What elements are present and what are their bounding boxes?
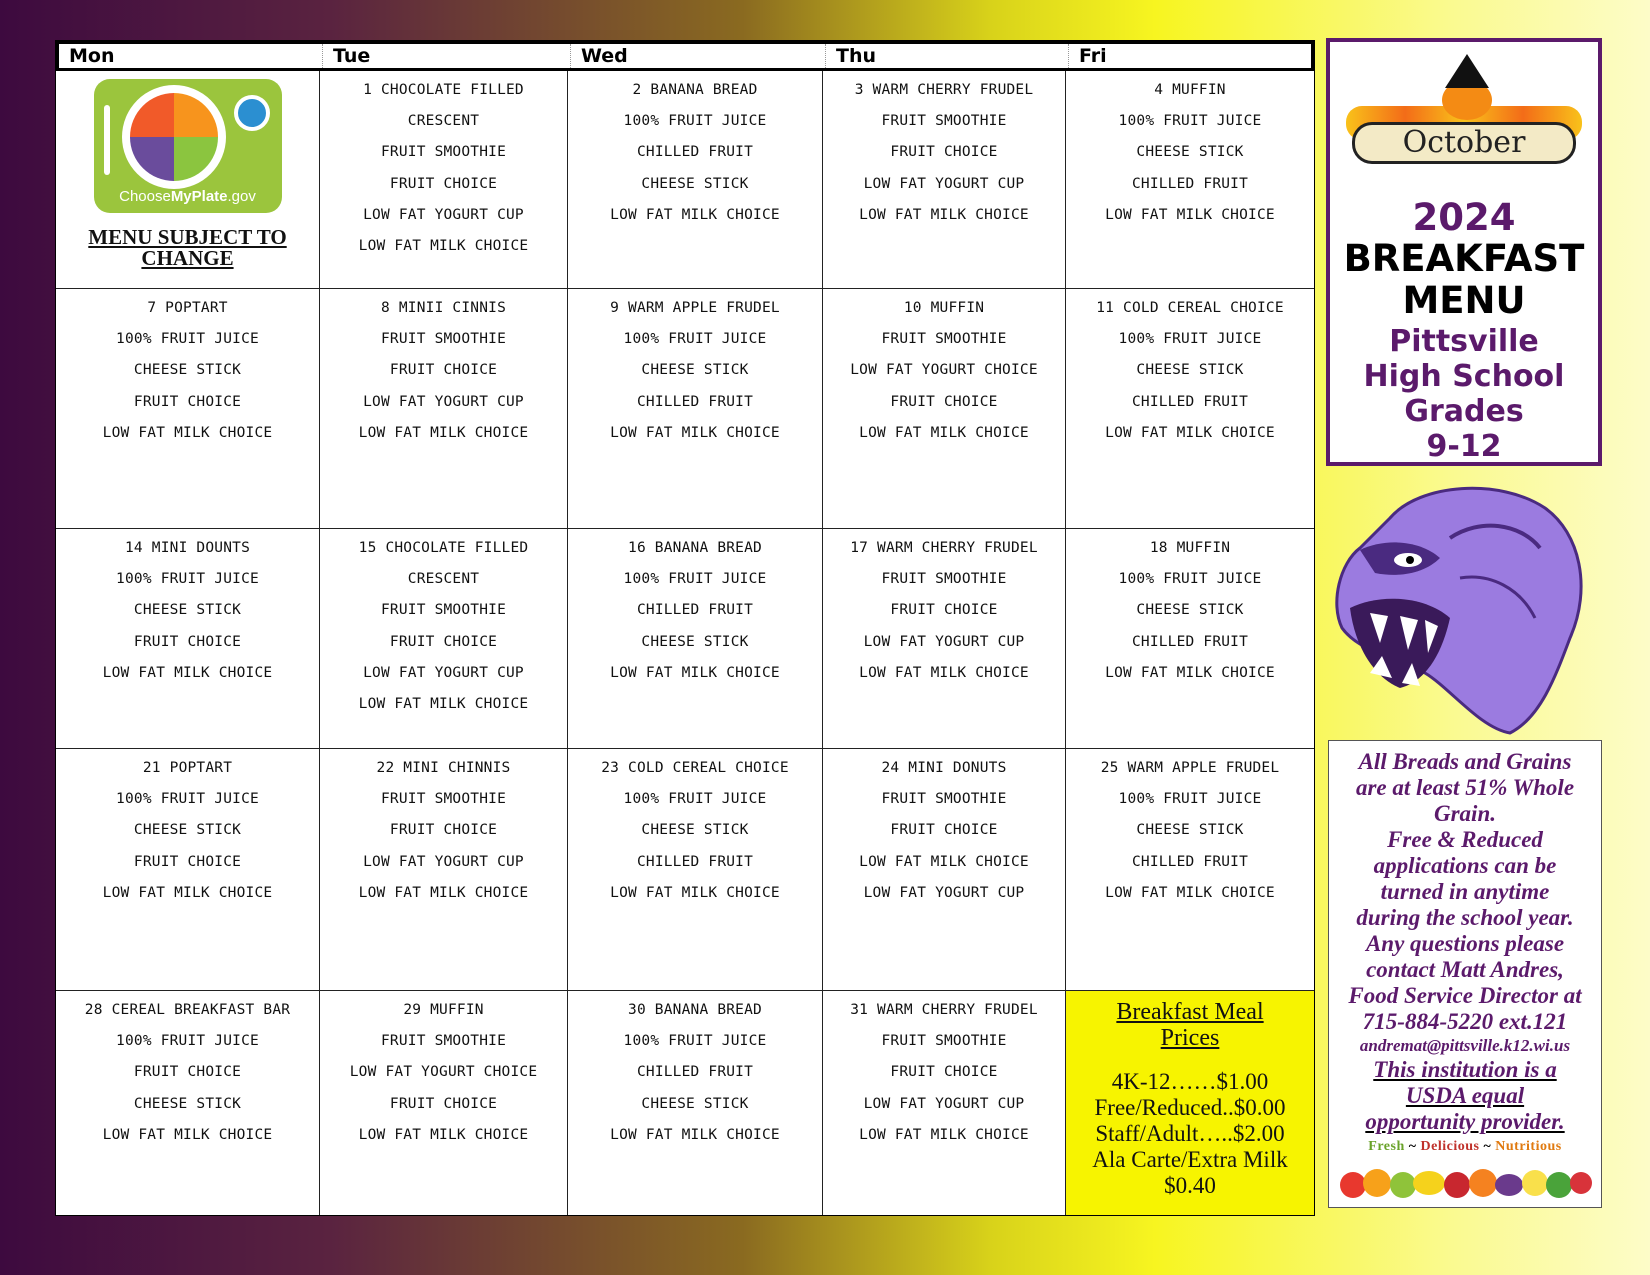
tagline-word: Nutritious <box>1495 1139 1562 1154</box>
calendar-day-cell <box>823 991 1066 1215</box>
calendar-day-cell <box>823 529 1066 749</box>
october-banner <box>1342 54 1586 172</box>
contact-email: andremat@pittsville.k12.wi.us <box>1359 1036 1571 1055</box>
menu-item: CHEESE STICK <box>641 633 749 650</box>
menu-item: FRUIT SMOOTHIE <box>380 331 507 348</box>
day-menu-headline: 17 WARM CHERRY FRUDEL <box>850 540 1038 556</box>
menu-item: 100% FRUIT JUICE <box>623 331 767 348</box>
menu-item: LOW FAT YOGURT CUP <box>863 633 1025 650</box>
menu-item: FRUIT SMOOTHIE <box>380 602 507 619</box>
menu-item: LOW FAT MILK CHOICE <box>610 884 780 901</box>
price-line: Ala Carte/Extra Milk <box>1092 1147 1288 1172</box>
menu-item: CHEESE STICK <box>133 362 242 379</box>
menu-item: 100% FRUIT JUICE <box>623 113 767 130</box>
price-line: Staff/Adult…..$2.00 <box>1095 1121 1285 1146</box>
menu-item: FRUIT SMOOTHIE <box>380 1033 507 1050</box>
day-menu-headline: 29 MUFFIN <box>403 1002 484 1018</box>
day-menu-headline: 16 BANANA BREAD <box>628 540 762 556</box>
day-menu-headline: 3 WARM CHERRY FRUDEL <box>854 82 1034 98</box>
menu-item: CHILLED FRUIT <box>1131 393 1249 410</box>
school-line: High School <box>1363 359 1565 394</box>
menu-item: LOW FAT MILK CHOICE <box>102 1126 273 1143</box>
month-label: October <box>1352 122 1576 164</box>
calendar-day-cell <box>56 71 320 289</box>
menu-item: 100% FRUIT JUICE <box>1118 113 1262 130</box>
info-line: Food Service Director at <box>1348 983 1582 1008</box>
caption-part: MyPlate <box>170 188 228 205</box>
calendar-day-cell <box>320 71 568 289</box>
menu-item: CHEESE STICK <box>641 175 749 192</box>
day-menu-headline: 2 BANANA BREAD <box>632 82 758 98</box>
menu-item: 100% FRUIT JUICE <box>116 1033 259 1050</box>
prices-title-line: Breakfast Meal <box>1116 999 1264 1025</box>
menu-item: LOW FAT MILK CHOICE <box>1105 424 1275 441</box>
fruit-strip-icon <box>1337 1159 1593 1201</box>
calendar-header <box>56 41 1314 71</box>
menu-item: LOW FAT MILK CHOICE <box>358 884 529 901</box>
caption-part: Choose <box>119 188 171 205</box>
menu-item: LOW FAT MILK CHOICE <box>610 424 780 441</box>
day-menu-headline: 15 CHOCOLATE FILLED <box>358 540 529 556</box>
menu-item: FRUIT CHOICE <box>133 633 242 650</box>
menu-item: CHEESE STICK <box>1136 602 1244 619</box>
day-menu-headline: 24 MINI DONUTS <box>881 760 1007 776</box>
calendar-day-cell <box>568 749 823 991</box>
menu-item: LOW FAT MILK CHOICE <box>1105 664 1275 681</box>
day-menu-headline: 7 POPTART <box>147 300 228 316</box>
menu-title-line: BREAKFAST <box>1343 237 1585 280</box>
day-menu-headline: 1 CHOCOLATE FILLED <box>363 82 524 98</box>
day-menu-headline: 18 MUFFIN <box>1149 540 1231 556</box>
menu-item: CHILLED FRUIT <box>1131 175 1249 192</box>
menu-item: LOW FAT YOGURT CHOICE <box>349 1064 538 1081</box>
info-line: turned in anytime <box>1380 879 1550 904</box>
menu-item: LOW FAT MILK CHOICE <box>358 1126 529 1143</box>
calendar-day-cell <box>320 289 568 529</box>
menu-item: FRUIT CHOICE <box>389 175 498 192</box>
menu-item: CHEESE STICK <box>133 602 242 619</box>
usda-line: opportunity provider. <box>1365 1109 1565 1134</box>
calendar-day-cell <box>56 749 320 991</box>
day-menu-headline: 30 BANANA BREAD <box>628 1002 762 1018</box>
menu-item: LOW FAT MILK CHOICE <box>102 884 273 901</box>
calendar-day-cell <box>823 71 1066 289</box>
menu-item: CRESCENT <box>407 571 480 588</box>
price-line: 4K-12……$1.00 <box>1111 1069 1269 1094</box>
menu-item: LOW FAT MILK CHOICE <box>859 206 1029 223</box>
day-menu-headline: 10 MUFFIN <box>903 300 985 316</box>
info-line: All Breads and Grains <box>1358 749 1572 774</box>
witch-hat-icon <box>1445 54 1489 88</box>
menu-item: FRUIT CHOICE <box>389 822 498 839</box>
menu-item: CHEESE STICK <box>641 1095 749 1112</box>
info-line: contact Matt Andres, <box>1366 957 1564 982</box>
menu-item: LOW FAT YOGURT CUP <box>363 853 524 870</box>
menu-item: FRUIT SMOOTHIE <box>881 113 1007 130</box>
menu-item: CHILLED FRUIT <box>636 1064 754 1081</box>
day-menu-headline: 25 WARM APPLE FRUDEL <box>1100 760 1280 776</box>
prices-title-line: Prices <box>1160 1025 1220 1051</box>
menu-item: CHILLED FRUIT <box>636 393 754 410</box>
calendar-day-cell <box>1066 529 1314 749</box>
school-name <box>1330 324 1598 464</box>
menu-item: FRUIT SMOOTHIE <box>881 791 1007 808</box>
day-header: Tue <box>323 44 571 68</box>
menu-item: FRUIT CHOICE <box>133 393 242 410</box>
info-line: Any questions please <box>1365 931 1565 956</box>
menu-item: LOW FAT MILK CHOICE <box>610 206 780 223</box>
myplate-logo <box>94 79 282 213</box>
tagline <box>1329 1139 1601 1155</box>
menu-item: CRESCENT <box>407 113 480 130</box>
tagline-separator: ~ <box>1479 1139 1496 1154</box>
menu-item: LOW FAT MILK CHOICE <box>1105 206 1275 223</box>
menu-item: CHEESE STICK <box>1136 144 1244 161</box>
calendar <box>55 40 1315 1216</box>
menu-item: CHILLED FRUIT <box>636 853 754 870</box>
usda-line: This institution is a <box>1373 1057 1557 1082</box>
menu-item: LOW FAT MILK CHOICE <box>358 424 529 441</box>
info-line: applications can be <box>1373 853 1557 878</box>
menu-item: LOW FAT MILK CHOICE <box>859 664 1029 681</box>
day-menu-headline: 9 WARM APPLE FRUDEL <box>610 300 780 316</box>
day-header: Fri <box>1079 45 1107 67</box>
day-menu-headline: 21 POPTART <box>142 760 233 776</box>
calendar-day-cell <box>1066 289 1314 529</box>
day-menu-headline: 22 MINI CHINNIS <box>376 760 511 776</box>
menu-item: FRUIT SMOOTHIE <box>881 331 1007 348</box>
school-line: Grades <box>1404 394 1524 429</box>
menu-item: CHEESE STICK <box>133 1095 242 1112</box>
menu-item: FRUIT CHOICE <box>890 144 998 161</box>
menu-item: FRUIT CHOICE <box>890 1064 998 1081</box>
day-menu-headline: 14 MINI DOUNTS <box>124 540 251 556</box>
info-line: are at least 51% Whole <box>1355 775 1575 800</box>
calendar-grid <box>56 71 1314 1215</box>
day-header: Wed <box>571 44 826 68</box>
calendar-day-cell <box>568 991 823 1215</box>
calendar-day-cell <box>1066 71 1314 289</box>
school-line: 9-12 <box>1426 429 1502 464</box>
price-line: $0.40 <box>1164 1173 1216 1198</box>
calendar-day-cell <box>1066 749 1314 991</box>
menu-item: LOW FAT MILK CHOICE <box>358 696 529 713</box>
menu-item: LOW FAT YOGURT CUP <box>363 206 524 223</box>
calendar-day-cell <box>568 529 823 749</box>
menu-item: FRUIT CHOICE <box>133 1064 242 1081</box>
school-line: Pittsville <box>1389 324 1539 359</box>
menu-item: CHILLED FRUIT <box>1131 853 1249 870</box>
tagline-separator: ~ <box>1404 1139 1421 1154</box>
menu-item: LOW FAT YOGURT CUP <box>363 393 524 410</box>
calendar-day-cell <box>568 289 823 529</box>
day-menu-headline: 11 COLD CEREAL CHOICE <box>1096 300 1284 316</box>
day-menu-headline: 8 MINII CINNIS <box>380 300 507 316</box>
menu-item: LOW FAT MILK CHOICE <box>610 1126 780 1143</box>
menu-item: 100% FRUIT JUICE <box>116 791 259 808</box>
menu-item: CHILLED FRUIT <box>636 602 754 619</box>
menu-item: CHEESE STICK <box>1136 362 1244 379</box>
prices-list <box>1066 1069 1314 1199</box>
caption-part: .gov <box>227 188 256 205</box>
menu-item: 100% FRUIT JUICE <box>1118 571 1262 588</box>
menu-item: CHEESE STICK <box>641 822 749 839</box>
menu-item: 100% FRUIT JUICE <box>1118 331 1262 348</box>
menu-item: CHILLED FRUIT <box>1131 633 1249 650</box>
price-line: Free/Reduced..$0.00 <box>1094 1095 1286 1120</box>
menu-item: LOW FAT YOGURT CUP <box>863 1095 1025 1112</box>
info-line: 715-884-5220 ext.121 <box>1362 1009 1568 1034</box>
menu-item: 100% FRUIT JUICE <box>116 571 259 588</box>
tagline-word: Delicious <box>1420 1139 1480 1154</box>
menu-item: LOW FAT MILK CHOICE <box>1105 884 1275 901</box>
day-header: Thu <box>826 44 1069 68</box>
title-box <box>1326 38 1602 466</box>
menu-item: LOW FAT YOGURT CHOICE <box>850 362 1038 379</box>
info-line: Free & Reduced <box>1387 827 1543 852</box>
menu-item: CHEESE STICK <box>133 822 242 839</box>
calendar-day-cell <box>320 991 568 1215</box>
menu-item: 100% FRUIT JUICE <box>1118 791 1262 808</box>
calendar-day-cell <box>823 749 1066 991</box>
menu-title-line: MENU <box>1402 279 1526 322</box>
day-menu-headline: 31 WARM CHERRY FRUDEL <box>850 1002 1038 1018</box>
calendar-day-cell <box>320 529 568 749</box>
menu-item: FRUIT CHOICE <box>389 362 498 379</box>
menu-item: LOW FAT MILK CHOICE <box>859 1126 1029 1143</box>
menu-item: LOW FAT MILK CHOICE <box>859 853 1029 870</box>
day-header: Mon <box>59 44 323 68</box>
menu-subject-note: MENU SUBJECT TO CHANGE <box>88 225 287 270</box>
menu-item: LOW FAT YOGURT CUP <box>863 175 1025 192</box>
menu-item: FRUIT CHOICE <box>890 393 998 410</box>
panther-mascot-icon <box>1330 478 1596 738</box>
info-line: Grain. <box>1434 801 1496 826</box>
menu-item: CHEESE STICK <box>1136 822 1244 839</box>
day-menu-headline: 4 MUFFIN <box>1154 82 1226 98</box>
calendar-day-cell <box>320 749 568 991</box>
tagline-word: Fresh <box>1368 1139 1405 1154</box>
menu-item: LOW FAT YOGURT CUP <box>363 664 524 681</box>
usda-line: USDA equal <box>1405 1083 1525 1108</box>
menu-item: LOW FAT MILK CHOICE <box>859 424 1029 441</box>
menu-item: CHILLED FRUIT <box>636 144 754 161</box>
menu-year: 2024 <box>1412 196 1516 239</box>
menu-title <box>1330 238 1598 322</box>
calendar-day-cell <box>56 529 320 749</box>
menu-item: FRUIT CHOICE <box>389 1095 498 1112</box>
meal-prices-cell <box>1066 991 1314 1215</box>
dairy-cup-icon <box>234 95 270 131</box>
menu-item: FRUIT SMOOTHIE <box>380 791 507 808</box>
menu-item: LOW FAT MILK CHOICE <box>610 664 780 681</box>
day-menu-headline: 28 CEREAL BREAKFAST BAR <box>84 1002 291 1018</box>
menu-item: CHEESE STICK <box>641 362 749 379</box>
menu-item: 100% FRUIT JUICE <box>623 791 767 808</box>
menu-item: FRUIT CHOICE <box>389 633 498 650</box>
calendar-day-cell <box>568 71 823 289</box>
menu-item: LOW FAT YOGURT CUP <box>863 884 1025 901</box>
calendar-day-cell <box>56 289 320 529</box>
menu-item: 100% FRUIT JUICE <box>623 1033 767 1050</box>
myplate-caption <box>94 188 282 205</box>
usda-statement <box>1329 1057 1601 1135</box>
plate-icon <box>122 85 226 189</box>
info-box <box>1328 740 1602 1208</box>
calendar-day-cell <box>56 991 320 1215</box>
menu-item: FRUIT SMOOTHIE <box>881 571 1007 588</box>
day-menu-headline: 23 COLD CEREAL CHOICE <box>601 760 789 776</box>
plate-sections <box>130 93 218 181</box>
menu-item: FRUIT SMOOTHIE <box>380 144 507 161</box>
menu-item: FRUIT CHOICE <box>890 822 998 839</box>
menu-item: 100% FRUIT JUICE <box>116 331 259 348</box>
menu-item: FRUIT CHOICE <box>890 602 998 619</box>
prices-title <box>1066 999 1314 1051</box>
menu-item: LOW FAT MILK CHOICE <box>102 664 273 681</box>
menu-item: LOW FAT MILK CHOICE <box>102 424 273 441</box>
calendar-day-cell <box>823 289 1066 529</box>
menu-item: LOW FAT MILK CHOICE <box>358 238 529 255</box>
menu-item: FRUIT SMOOTHIE <box>881 1033 1007 1050</box>
menu-item: 100% FRUIT JUICE <box>623 571 767 588</box>
fork-icon <box>104 105 110 175</box>
info-line: during the school year. <box>1356 905 1574 930</box>
menu-item: FRUIT CHOICE <box>133 853 242 870</box>
